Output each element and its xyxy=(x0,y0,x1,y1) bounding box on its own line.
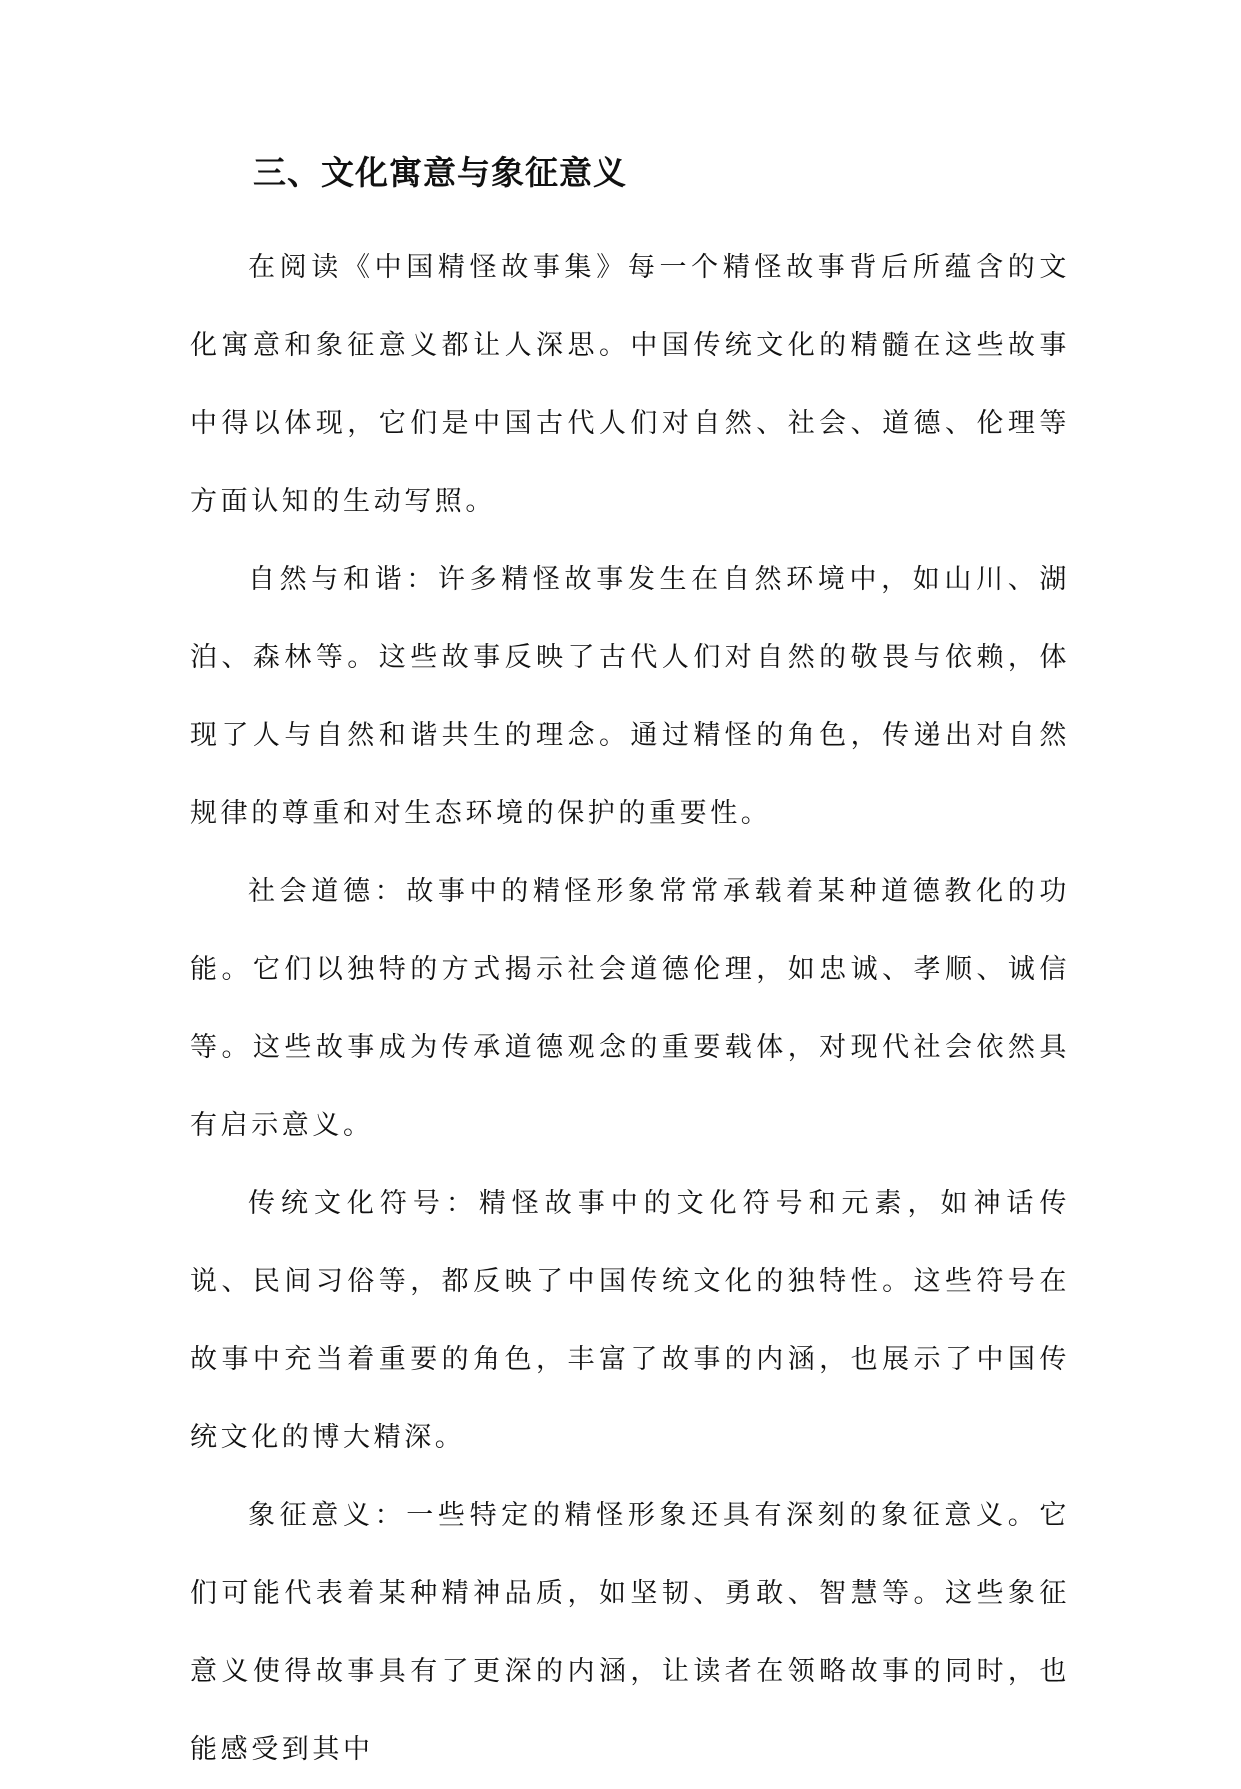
paragraph-symbolic-meaning: 象征意义：一些特定的精怪形象还具有深刻的象征意义。它们可能代表着某种精神品质，如坚韧、勇敢、智慧等。这些象征意义使得故事具有了更深的内涵，让读者在领略故事的同时，也能感受到其中 xyxy=(190,1500,1070,1765)
body-text xyxy=(190,229,1070,1789)
paragraph-nature-harmony: 自然与和谐：许多精怪故事发生在自然环境中，如山川、湖泊、森林等。这些故事反映了古代人们对自然的敬畏与依赖，体现了人与自然和谐共生的理念。通过精怪的角色，传递出对自然规律的尊重和对生态环境的保护的重要性。 xyxy=(190,564,1070,829)
section-heading: 三、文化寓意与象征意义 xyxy=(253,153,627,192)
paragraph-intro: 在阅读《中国精怪故事集》每一个精怪故事背后所蕴含的文化寓意和象征意义都让人深思。中国传统文化的精髓在这些故事中得以体现，它们是中国古代人们对自然、社会、道德、伦理等方面认知的生动写照。 xyxy=(190,252,1070,517)
paragraph-cultural-symbols: 传统文化符号：精怪故事中的文化符号和元素，如神话传说、民间习俗等，都反映了中国传统文化的独特性。这些符号在故事中充当着重要的角色，丰富了故事的内涵，也展示了中国传统文化的博大精深。 xyxy=(190,1188,1070,1453)
paragraph-social-morality: 社会道德：故事中的精怪形象常常承载着某种道德教化的功能。它们以独特的方式揭示社会道德伦理，如忠诚、孝顺、诚信等。这些故事成为传承道德观念的重要载体，对现代社会依然具有启示意义。 xyxy=(190,876,1070,1141)
